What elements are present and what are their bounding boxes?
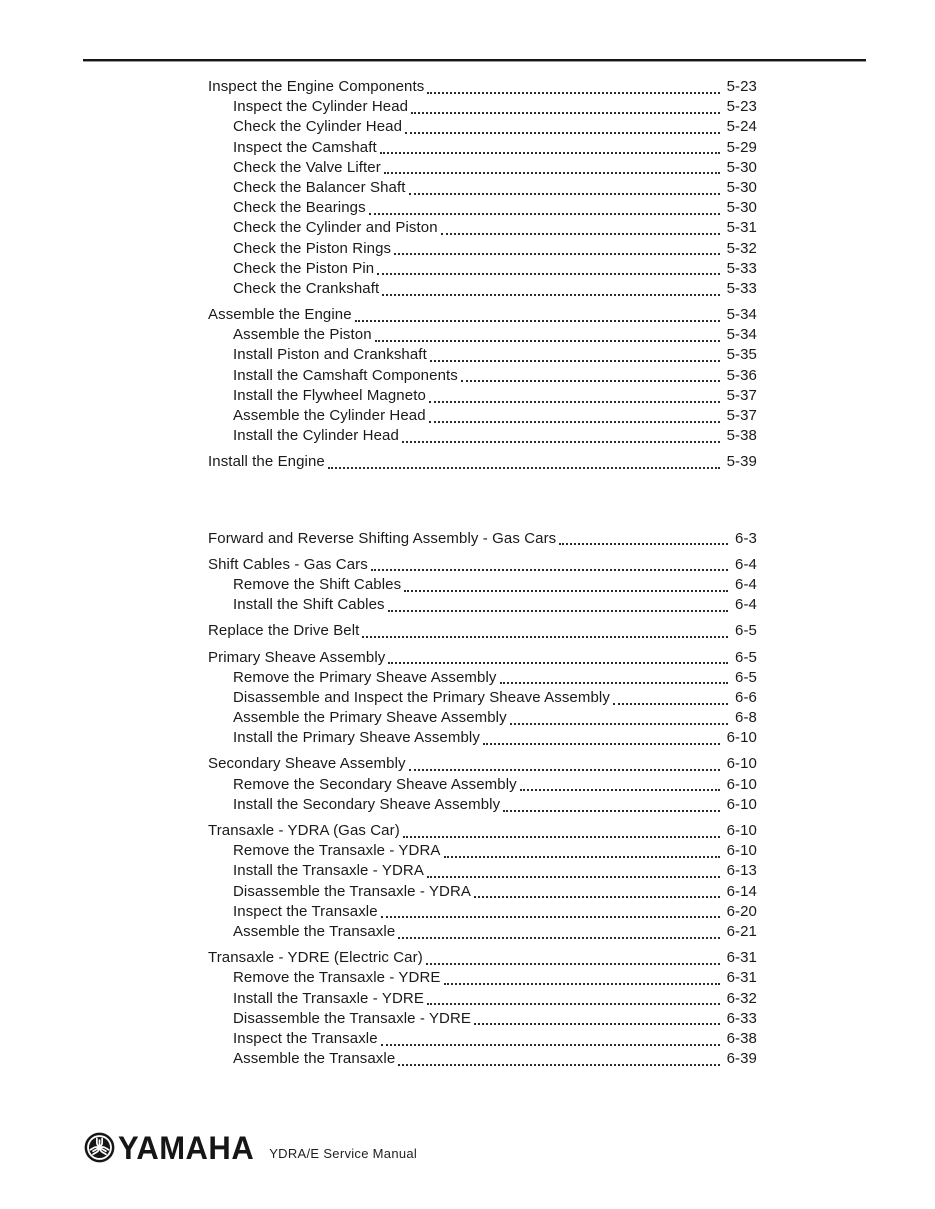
dot-leader [328, 467, 720, 469]
toc-entry [208, 453, 757, 473]
dot-leader [381, 1044, 720, 1046]
toc-entry [208, 219, 757, 239]
dot-leader [398, 937, 719, 939]
dot-leader [426, 963, 720, 965]
toc-entry-label: Assemble the Primary Sheave Assembly [233, 709, 507, 727]
toc-entry [208, 530, 757, 550]
dot-leader [444, 983, 720, 985]
dot-leader [388, 662, 728, 664]
toc-entry-label: Remove the Shift Cables [233, 575, 402, 593]
toc-entry-page: 5-33 [726, 259, 757, 277]
toc-entry-page: 5-30 [726, 199, 757, 217]
toc-entry-label: Remove the Secondary Sheave Assembly [233, 775, 517, 793]
toc-entry-label: Install the Flywheel Magneto [233, 386, 426, 404]
dot-leader [384, 172, 720, 174]
toc-entry [208, 159, 757, 179]
page-footer [84, 1129, 418, 1167]
dot-leader [427, 92, 719, 94]
toc-entry [208, 822, 757, 842]
toc-entry-page: 6-31 [726, 969, 757, 987]
toc-entry-label: Check the Cylinder Head [233, 118, 403, 136]
dot-leader [500, 682, 729, 684]
toc-entry-page: 6-14 [726, 882, 757, 900]
toc-entry-label: Assemble the Transaxle [233, 922, 396, 940]
toc-entry [208, 622, 757, 642]
dot-leader [381, 916, 720, 918]
toc-entry-label: Install the Transaxle - YDRE [233, 989, 424, 1007]
toc-entry [208, 990, 757, 1010]
toc-entry-label: Transaxle - YDRE (Electric Car) [208, 949, 423, 967]
toc-entry [208, 199, 757, 219]
dot-leader [503, 810, 719, 812]
dot-leader [430, 360, 720, 362]
toc-entry [208, 729, 757, 749]
toc-entry-page: 6-32 [726, 989, 757, 1007]
toc-entry [208, 883, 757, 903]
dot-leader [441, 233, 720, 235]
toc-entry-label: Check the Crankshaft [233, 279, 380, 297]
toc-entry-page: 6-13 [726, 862, 757, 880]
toc-entry-page: 6-20 [726, 902, 757, 920]
toc-entry [208, 306, 757, 326]
toc-entry [208, 1050, 757, 1070]
dot-leader [559, 543, 728, 545]
toc-entry-label: Install Piston and Crankshaft [233, 346, 427, 364]
toc-entry-page: 5-37 [726, 386, 757, 404]
dot-leader [369, 213, 720, 215]
toc-entry [208, 776, 757, 796]
toc-entry [208, 387, 757, 407]
toc-entry-label: Disassemble the Transaxle - YDRE [233, 1009, 472, 1027]
toc-entry [208, 240, 757, 260]
toc-entry-page: 6-10 [726, 775, 757, 793]
toc-entry [208, 367, 757, 387]
toc-entry [208, 596, 757, 616]
dot-leader [377, 273, 719, 275]
toc-entry-page: 5-30 [726, 158, 757, 176]
toc-entry-page: 6-10 [726, 842, 757, 860]
dot-leader [520, 789, 720, 791]
header-rule [83, 59, 866, 62]
dot-leader [403, 836, 720, 838]
dot-leader [483, 743, 720, 745]
dot-leader [510, 723, 728, 725]
toc-entry-label: Check the Piston Pin [233, 259, 375, 277]
toc-entry-label: Inspect the Engine Components [208, 78, 425, 95]
dot-leader [375, 340, 720, 342]
toc-entry [208, 923, 757, 943]
toc-entry-page: 5-34 [726, 306, 757, 324]
toc-entry-page: 5-34 [726, 326, 757, 344]
toc-entry-page: 5-39 [726, 453, 757, 471]
toc-entry [208, 280, 757, 300]
toc-entry-label: Assemble the Cylinder Head [233, 407, 426, 424]
toc-entry [208, 796, 757, 816]
toc-entry [208, 649, 757, 669]
dot-leader [461, 380, 720, 382]
toc-entry-page: 5-36 [726, 366, 757, 384]
dot-leader [398, 1064, 719, 1066]
toc-entry [208, 346, 757, 366]
toc-entry-page: 6-5 [735, 668, 757, 686]
toc-entry-label: Inspect the Transaxle [233, 902, 378, 920]
toc-entry-label: Shift Cables - Gas Cars [208, 555, 368, 573]
toc-entry-label: Install the Engine [208, 453, 325, 471]
toc-entry-label: Transaxle - YDRA (Gas Car) [208, 822, 400, 839]
yamaha-wordmark: YAMAHA [118, 1129, 255, 1167]
toc-entry-label: Check the Valve Lifter [233, 158, 381, 176]
table-of-contents [208, 78, 757, 1070]
toc-entry-page: 5-31 [726, 219, 757, 237]
toc-entry-page: 5-29 [726, 138, 757, 156]
dot-leader [388, 610, 728, 612]
toc-entry-label: Check the Bearings [233, 199, 366, 217]
toc-entry-page: 6-4 [735, 555, 757, 573]
toc-entry-label: Secondary Sheave Assembly [208, 755, 406, 773]
toc-entry-page: 6-4 [735, 596, 757, 614]
toc-entry-label: Install the Shift Cables [233, 596, 385, 614]
toc-entry [208, 556, 757, 576]
toc-entry [208, 78, 757, 98]
toc-entry [208, 326, 757, 346]
toc-entry-label: Disassemble and Inspect the Primary Sheave Assembly [233, 688, 610, 706]
toc-entry-label: Remove the Transaxle - YDRA [233, 842, 441, 860]
toc-entry-label: Install the Camshaft Components [233, 366, 458, 384]
toc-entry [208, 842, 757, 862]
toc-entry-page: 6-8 [735, 709, 757, 727]
toc-entry-page: 6-5 [735, 648, 757, 666]
dot-leader [427, 1003, 720, 1005]
toc-entry [208, 407, 757, 427]
dot-leader [362, 636, 728, 638]
dot-leader [429, 401, 720, 403]
dot-leader [411, 112, 719, 114]
toc-entry-label: Inspect the Cylinder Head [233, 98, 409, 116]
toc-entry [208, 755, 757, 775]
toc-entry-label: Install the Primary Sheave Assembly [233, 729, 480, 747]
toc-entry-label: Inspect the Camshaft [233, 138, 377, 156]
toc-entry-label: Remove the Transaxle - YDRE [233, 969, 441, 987]
dot-leader [613, 703, 728, 705]
toc-entry-label: Inspect the Transaxle [233, 1029, 378, 1047]
toc-entry-page: 5-32 [726, 239, 757, 257]
toc-entry-label: Assemble the Piston [233, 326, 372, 344]
manual-title: YDRA/E Service Manual [269, 1146, 418, 1161]
dot-leader [402, 441, 720, 443]
toc-entry-page: 5-23 [726, 78, 757, 95]
toc-entry-page: 6-4 [735, 575, 757, 593]
toc-section-engine [208, 78, 757, 474]
toc-entry-page: 6-10 [726, 822, 757, 839]
toc-entry-label: Install the Secondary Sheave Assembly [233, 795, 501, 813]
toc-entry-label: Remove the Primary Sheave Assembly [233, 668, 497, 686]
dot-leader [380, 152, 720, 154]
toc-entry-page: 6-10 [726, 729, 757, 747]
toc-entry-label: Forward and Reverse Shifting Assembly - Gas Cars [208, 529, 557, 547]
dot-leader [474, 1023, 720, 1025]
toc-entry-page: 6-38 [726, 1029, 757, 1047]
toc-entry-page: 5-30 [726, 178, 757, 196]
toc-entry-page: 6-21 [726, 922, 757, 940]
toc-entry-label: Check the Cylinder and Piston [233, 219, 438, 237]
toc-entry-label: Replace the Drive Belt [208, 622, 360, 640]
toc-entry [208, 427, 757, 447]
toc-entry-page: 6-33 [726, 1009, 757, 1027]
toc-entry [208, 98, 757, 118]
toc-entry [208, 862, 757, 882]
toc-entry [208, 139, 757, 159]
toc-entry-label: Install the Transaxle - YDRA [233, 862, 424, 880]
toc-entry-page: 6-6 [735, 688, 757, 706]
toc-entry [208, 669, 757, 689]
toc-entry [208, 949, 757, 969]
toc-entry-page: 6-31 [726, 949, 757, 967]
toc-entry-page: 6-10 [726, 755, 757, 773]
toc-entry [208, 689, 757, 709]
toc-entry-page: 6-10 [726, 795, 757, 813]
toc-entry [208, 709, 757, 729]
toc-entry-page: 5-35 [726, 346, 757, 364]
toc-entry-page: 6-39 [726, 1050, 757, 1068]
toc-entry-label: Check the Piston Rings [233, 239, 392, 257]
dot-leader [404, 590, 728, 592]
toc-entry-label: Assemble the Transaxle [233, 1050, 396, 1068]
toc-entry [208, 1010, 757, 1030]
toc-entry-page: 5-37 [726, 407, 757, 424]
dot-leader [405, 132, 720, 134]
toc-entry-page: 6-3 [735, 529, 757, 547]
toc-entry [208, 1030, 757, 1050]
toc-entry [208, 118, 757, 138]
toc-entry-page: 5-24 [726, 118, 757, 136]
toc-entry [208, 969, 757, 989]
toc-entry-label: Install the Cylinder Head [233, 427, 399, 445]
yamaha-tuning-forks-icon [84, 1132, 115, 1163]
dot-leader [371, 569, 728, 571]
toc-entry-label: Disassemble the Transaxle - YDRA [233, 882, 472, 900]
toc-entry-page: 5-38 [726, 427, 757, 445]
toc-entry-page: 6-5 [735, 622, 757, 640]
dot-leader [429, 421, 720, 423]
toc-entry-page: 5-33 [726, 279, 757, 297]
dot-leader [382, 294, 719, 296]
dot-leader [427, 876, 720, 878]
dot-leader [409, 769, 720, 771]
dot-leader [355, 320, 720, 322]
dot-leader [444, 856, 720, 858]
toc-entry [208, 576, 757, 596]
toc-entry-label: Assemble the Engine [208, 306, 352, 324]
toc-entry [208, 179, 757, 199]
dot-leader [474, 896, 720, 898]
toc-entry [208, 903, 757, 923]
toc-entry [208, 260, 757, 280]
dot-leader [394, 253, 719, 255]
toc-section-drive-train [208, 530, 757, 1071]
toc-entry-label: Check the Balancer Shaft [233, 178, 406, 196]
dot-leader [409, 193, 720, 195]
toc-entry-page: 5-23 [726, 98, 757, 116]
toc-entry-label: Primary Sheave Assembly [208, 648, 386, 666]
